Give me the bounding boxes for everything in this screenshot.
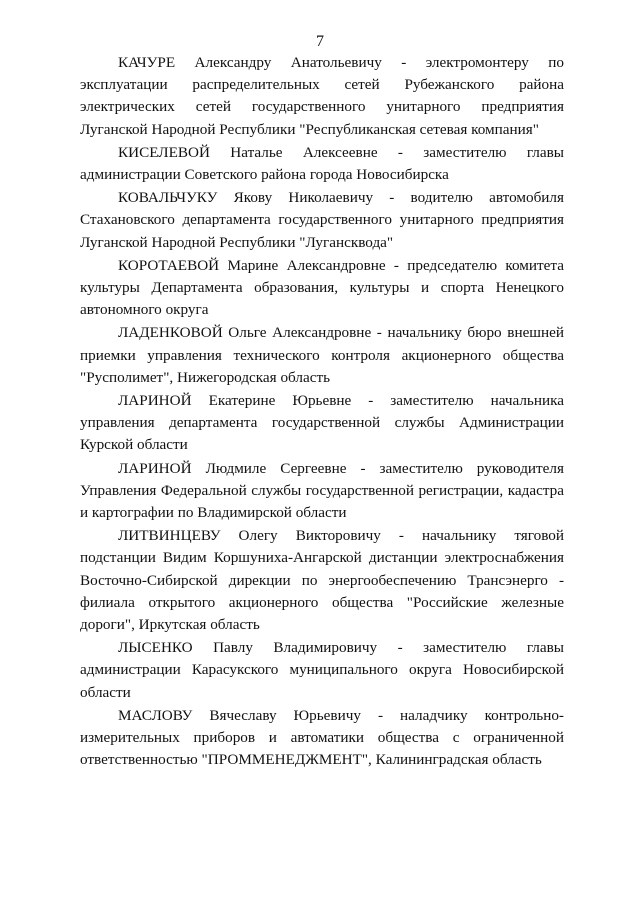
list-item-maslov: МАСЛОВУ Вячеславу Юрьевичу - наладчику контрольно-измерительных приборов и автоматики общества с ограниченной ответственностью "ПРОММЕНЕДЖМЕНТ", Калининградская область bbox=[80, 706, 564, 769]
list-item-larina-lyudmila: ЛАРИНОЙ Людмиле Сергеевне - заместителю руководителя Управления Федеральной службы государственной регистрации, кадастра и картографии по Владимирской области bbox=[80, 459, 564, 522]
list-item-kachure: КАЧУРЕ Александру Анатольевичу - электромонтеру по эксплуатации распределительных сетей Рубежанского района электрических сетей государственного унитарного предприятия Луганской Народной Республики "Республиканская сетевая компания" bbox=[80, 54, 564, 138]
list-item-larina-ekaterina: ЛАРИНОЙ Екатерине Юрьевне - заместителю начальника управления департамента государственной службы Администрации Курской области bbox=[80, 392, 564, 454]
list-item-kiseleva: КИСЕЛЕВОЙ Наталье Алексеевне - заместителю главы администрации Советского района города Новосибирска bbox=[80, 143, 564, 184]
list-item-korotaeva: КОРОТАЕВОЙ Марине Александровне - председателю комитета культуры Департамента образования, культуры и спорта Ненецкого автономного округа bbox=[80, 256, 564, 319]
award-list bbox=[80, 52, 564, 773]
page-number: 7 bbox=[316, 33, 324, 50]
list-item-litvintsev: ЛИТВИНЦЕВУ Олегу Викторовичу - начальнику тяговой подстанции Видим Коршуниха-Ангарской дистанции электроснабжения Восточно-Сибирской дирекции по энергообеспечению Трансэнерго - филиала открытого акционерного общества "Российские железные дороги", Иркутская область bbox=[80, 527, 564, 634]
list-item-ladenkova: ЛАДЕНКОВОЙ Ольге Александровне - начальнику бюро внешней приемки управления технического контроля акционерного общества "Русполимет", Нижегородская область bbox=[80, 324, 564, 386]
list-item-kovalchuk: КОВАЛЬЧУКУ Якову Николаевичу - водителю автомобиля Стахановского департамента государственного унитарного предприятия Луганской Народной Республики "Лугансквода" bbox=[80, 189, 564, 251]
list-item-lysenko: ЛЫСЕНКО Павлу Владимировичу - заместителю главы администрации Карасукского муниципального округа Новосибирской области bbox=[80, 639, 564, 701]
